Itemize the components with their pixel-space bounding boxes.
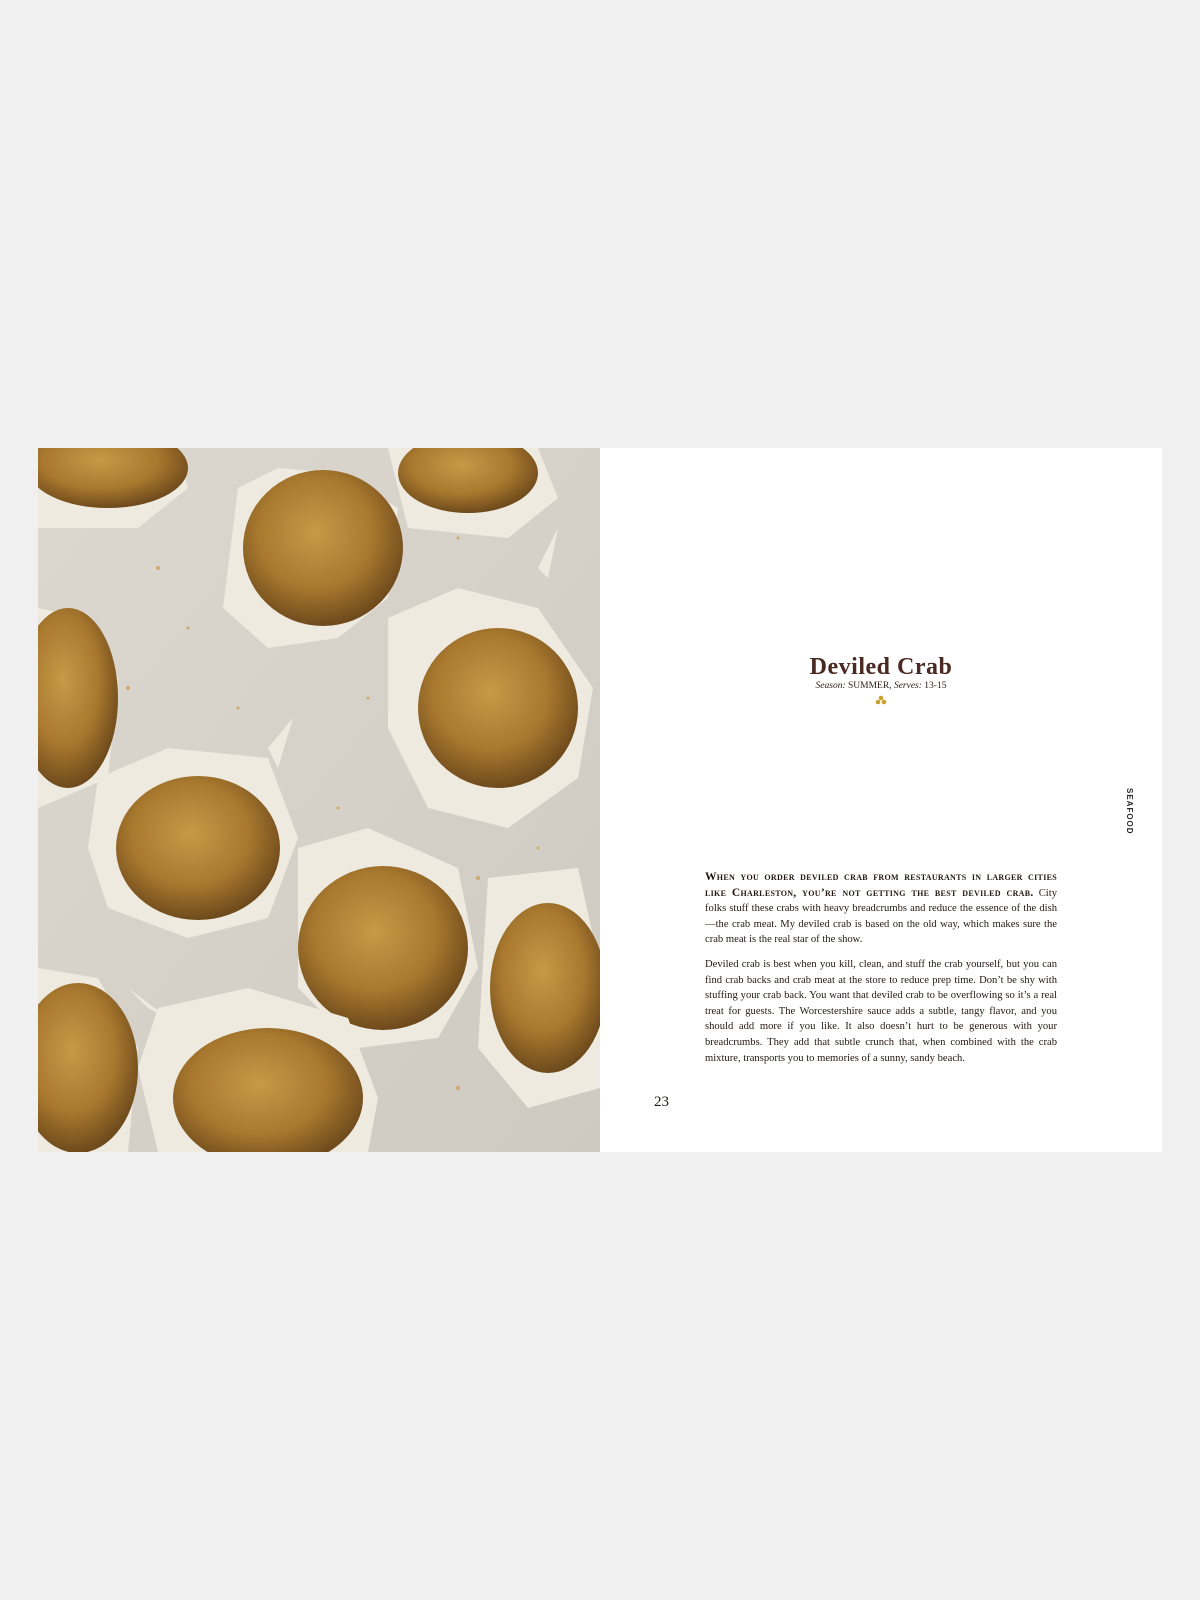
book-spread (38, 448, 1162, 1152)
recipe-page (600, 448, 1162, 1152)
intro-paragraph-1 (705, 870, 1057, 948)
food-photo (38, 448, 600, 1152)
season-label: Season: (815, 681, 846, 692)
deviled-crab-photo (38, 448, 600, 1152)
recipe-header (600, 654, 1162, 705)
page-number: 23 (654, 1094, 669, 1110)
intro-lead: When you order deviled crab from restaurants in larger cities like Charleston, you’re not getting the best deviled crab. (705, 871, 1057, 899)
recipe-meta (600, 681, 1162, 691)
serves-value: 13-15 (924, 681, 947, 692)
recipe-intro (705, 870, 1057, 1075)
intro-paragraph-1-text: City folks stuff these crabs with heavy breadcrumbs and reduce the essence of the dish—the crab meat. My deviled crab is based on the old way, which makes sure the crab meat is the real star of the show. (705, 887, 1057, 946)
trefoil-ornament-icon (875, 695, 887, 705)
serves-label: Serves: (893, 681, 922, 692)
intro-paragraph-2: Deviled crab is best when you kill, clean, and stuff the crab yourself, but you can find crab backs and crab meat at the store to reduce prep time. Don’t be shy with stuffing your crab back. You want that deviled crab to be overflowing so it’s a real treat for guests. The Worcestershire sauce adds a subtle, tangy flavor, and you should add more if you like. It also doesn’t hurt to be generous with your breadcrumbs. They add that subtle crunch that, when combined with the crab mixture, transports you to memories of a sunny, sandy beach. (705, 958, 1057, 1064)
section-tab: SEAFOOD (1125, 788, 1134, 835)
recipe-title: Deviled Crab (809, 654, 953, 680)
season-value: SUMMER, (848, 681, 892, 692)
